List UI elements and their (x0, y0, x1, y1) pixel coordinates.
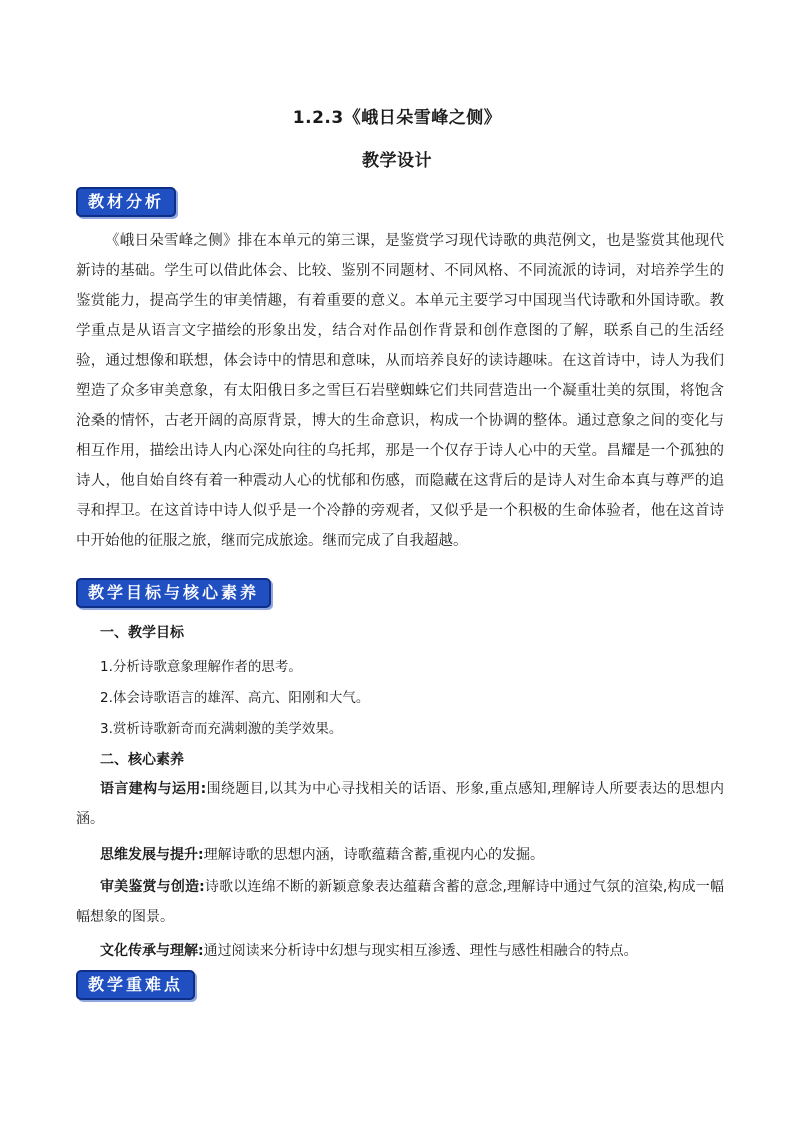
core-heading: 二、核心素养 (100, 752, 184, 768)
goals-heading: 一、教学目标 (100, 625, 184, 641)
core-text: 理解诗歌的思想内涵，诗歌蕴藉含蓄,重视内心的发掘。 (203, 847, 545, 863)
core-text: 诗歌以连绵不断的新颖意象表达蕴藉含蓄的意念,理解诗中通过气氛的渲染,构成一幅幅想象的图景。 (76, 879, 724, 925)
core-key: 审美鉴赏与创造: (100, 879, 205, 895)
goal-item: 2.体会诗歌语言的雄浑、高亢、阳刚和大气。 (100, 690, 370, 706)
core-key: 思维发展与提升: (100, 847, 204, 863)
core-item-aesthetic (76, 872, 724, 932)
core-key: 文化传承与理解: (100, 943, 204, 959)
section-banner-goals: 教学目标与核心素养 (76, 578, 271, 608)
core-text: 通过阅读来分析诗中幻想与现实相互渗透、理性与感性相融合的特点。 (203, 943, 638, 959)
section-banner-difficulty: 教学重难点 (76, 970, 195, 1000)
section-banner-analysis: 教材分析 (76, 187, 176, 217)
document-subtitle: 教学设计 (362, 151, 432, 171)
core-text: 围绕题目,以其为中心寻找相关的话语、形象,重点感知,理解诗人所要表达的思想内涵。 (76, 781, 724, 827)
core-item-culture (76, 936, 724, 966)
goal-item: 1.分析诗歌意象理解作者的思考。 (100, 659, 302, 675)
core-item-language (76, 774, 724, 834)
core-key: 语言建构与运用: (100, 781, 207, 797)
document-title: 1.2.3《峨日朵雪峰之侧》 (292, 108, 502, 128)
analysis-paragraph: 《峨日朵雪峰之侧》排在本单元的第三课，是鉴赏学习现代诗歌的典范例文，也是鉴赏其他现代新诗的基础。学生可以借此体会、比较、鉴别不同题材、不同风格、不同流派的诗词，对培养学生的鉴赏能力，提高学生的审美情趣，有着重要的意义。本单元主要学习中国现当代诗歌和外国诗歌。教学重点是从语言文字描绘的形象出发，结合对作品创作背景和创作意图的了解，联系自己的生活经验，通过想像和联想，体会诗中的情思和意味，从而培养良好的读诗趣味。在这首诗中，诗人为我们塑造了众多审美意象，有太阳俄日多之雪巨石岩壁蜘蛛它们共同营造出一个凝重壮美的氛围，将饱含沧桑的情怀，古老开阔的高原背景，博大的生命意识，构成一个协调的整体。通过意象之间的变化与相互作用，描绘出诗人内心深处向往的乌托邦，那是一个仅存于诗人心中的天堂。昌耀是一个孤独的诗人，他自始自终有着一种震动人心的忧郁和伤感，而隐藏在这背后的是诗人对生命本真与尊严的追寻和捍卫。在这首诗中诗人似乎是一个冷静的旁观者，又似乎是一个积极的生命体验者，他在这首诗中开始他的征服之旅，继而完成旅途。继而完成了自我超越。 (76, 233, 724, 549)
core-item-thinking (76, 840, 724, 870)
goal-item: 3.赏析诗歌新奇而充满刺激的美学效果。 (100, 721, 343, 737)
